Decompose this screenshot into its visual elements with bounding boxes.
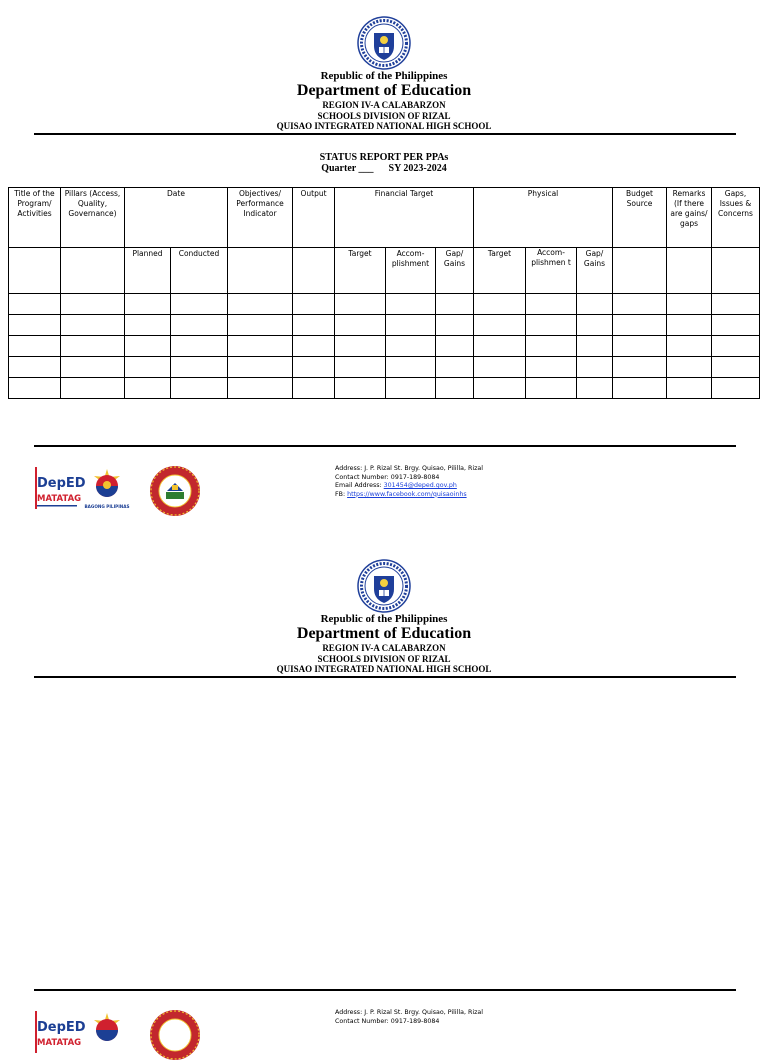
table-cell[interactable] [61,336,125,357]
table-cell[interactable] [712,315,760,336]
fb-line [335,491,483,500]
table-cell[interactable] [474,294,526,315]
matatag-logo-text: MATATAG [37,1038,82,1048]
table-cell[interactable] [171,357,228,378]
fin-accomplishment-header: Accom- plishment [386,248,436,294]
table-cell[interactable] [712,294,760,315]
table-cell[interactable] [577,357,613,378]
contact-info [335,1009,483,1026]
header-row [9,188,760,248]
table-cell[interactable] [125,315,171,336]
table-cell[interactable] [577,315,613,336]
table-cell[interactable] [436,336,474,357]
table-cell[interactable] [228,294,293,315]
division-line: SCHOOLS DIVISION OF RIZAL [317,110,451,121]
col-output-header: Output [293,188,335,248]
table-cell[interactable] [667,336,712,357]
cell [9,248,61,294]
cell [228,248,293,294]
table-cell[interactable] [474,357,526,378]
table-cell[interactable] [386,315,436,336]
table-cell[interactable] [712,378,760,399]
table-cell[interactable] [436,294,474,315]
table-cell[interactable] [526,378,577,399]
table-cell[interactable] [171,336,228,357]
table-cell[interactable] [667,315,712,336]
fin-gap-header: Gap/ Gains [436,248,474,294]
division-line: SCHOOLS DIVISION OF RIZAL [317,653,451,664]
address-line: Address: J. P. Rizal St. Brgy. Quisao, Pililla, Rizal [335,465,484,472]
school-seal-icon [149,465,201,517]
table-cell[interactable] [335,357,386,378]
table-cell[interactable] [613,294,667,315]
footer-rule [34,445,736,447]
fb-link[interactable]: https://www.facebook.com/quisaoinhs [347,490,467,498]
table-cell[interactable] [526,357,577,378]
office-lines [0,100,768,132]
contact-number-line: Contact Number: 0917-189-8084 [335,1017,440,1025]
table-cell[interactable] [228,378,293,399]
table-cell[interactable] [293,357,335,378]
table-cell[interactable] [436,315,474,336]
table-cell[interactable] [9,378,61,399]
status-report-table [8,187,760,399]
table-cell[interactable] [613,315,667,336]
table-cell[interactable] [577,378,613,399]
table-cell[interactable] [61,378,125,399]
table-cell[interactable] [293,336,335,357]
address-line: Address: J. P. Rizal St. Brgy. Quisao, Pililla, Rizal [335,1009,484,1016]
email-label: Email Address: [335,482,384,490]
table-cell[interactable] [61,357,125,378]
table-cell[interactable] [386,357,436,378]
col-budget-header: Budget Source [613,188,667,248]
bagong-pilipinas-logo-icon [86,1009,128,1055]
table-cell[interactable] [667,357,712,378]
table-cell[interactable] [335,294,386,315]
col-title-header: Title of the Program/ Activities [9,188,61,248]
table-cell[interactable] [474,378,526,399]
cell [293,248,335,294]
deped-seal-icon [357,559,411,613]
table-cell[interactable] [335,378,386,399]
table-cell[interactable] [9,294,61,315]
cell [712,248,760,294]
table-row [9,336,760,357]
cell [613,248,667,294]
footer-rule [34,989,736,991]
table-cell[interactable] [577,336,613,357]
subheader-row [9,248,760,294]
table-cell[interactable] [613,336,667,357]
email-line [335,482,483,491]
table-cell[interactable] [9,336,61,357]
planned-header: Planned [125,248,171,294]
table-cell[interactable] [9,357,61,378]
table-cell[interactable] [335,315,386,336]
col-pillars-header: Pillars (Access, Quality, Governance) [61,188,125,248]
table-cell[interactable] [293,315,335,336]
table-cell[interactable] [171,378,228,399]
table-cell[interactable] [171,294,228,315]
bagong-pilipinas-logo-icon [86,465,128,511]
deped-logo-text: DepED [37,1020,86,1035]
table-cell[interactable] [171,315,228,336]
col-date-header: Date [125,188,228,248]
table-cell[interactable] [9,315,61,336]
table-cell[interactable] [712,336,760,357]
department-heading: Department of Education [296,82,472,99]
deped-seal-icon [357,16,411,70]
deped-logo-text: DepED [37,476,86,491]
deped-matatag-logo-icon [34,1009,86,1055]
phy-gap-header: Gap/ Gains [577,248,613,294]
table-cell[interactable] [526,294,577,315]
col-gaps-header: Gaps, Issues & Concerns [712,188,760,248]
phy-accomplishment-header: Accom- plishmen t [526,248,577,294]
table-cell[interactable] [386,294,436,315]
table-cell[interactable] [436,357,474,378]
table-cell[interactable] [526,336,577,357]
table-cell[interactable] [386,378,436,399]
col-objectives-header: Objectives/ Performance Indicator [228,188,293,248]
phy-target-header: Target [474,248,526,294]
table-cell[interactable] [125,357,171,378]
table-cell[interactable] [613,378,667,399]
table-cell[interactable] [436,378,474,399]
table-cell[interactable] [125,378,171,399]
header-rule [34,133,736,135]
republic-heading: Republic of the Philippines [320,70,448,82]
region-line: REGION IV-A CALABARZON [322,643,446,653]
report-title: STATUS REPORT PER PPAs [319,152,449,163]
table-row [9,378,760,399]
table-cell[interactable] [228,315,293,336]
republic-heading: Republic of the Philippines [320,613,448,625]
header-rule [34,676,736,678]
conducted-header: Conducted [171,248,228,294]
table-cell[interactable] [335,336,386,357]
table-cell[interactable] [613,357,667,378]
empty-rows [9,294,760,399]
fb-label: FB: [335,490,348,498]
contact-info [335,465,483,499]
col-physical-header: Physical [474,188,613,248]
quarter-line: Quarter ___ SY 2023-2024 [321,163,447,174]
cell [667,248,712,294]
table-cell[interactable] [125,294,171,315]
office-lines [0,643,768,675]
table-cell[interactable] [386,336,436,357]
table-cell[interactable] [293,294,335,315]
deped-matatag-logo-icon [34,465,86,511]
table-cell[interactable] [526,315,577,336]
cell [61,248,125,294]
table-cell[interactable] [667,294,712,315]
region-line: REGION IV-A CALABARZON [322,100,446,110]
table-cell[interactable] [667,378,712,399]
report-title-block [0,152,768,174]
table-cell[interactable] [228,336,293,357]
school-seal-icon [149,1009,201,1061]
table-cell[interactable] [228,357,293,378]
table-cell[interactable] [61,294,125,315]
matatag-logo-text: MATATAG [37,494,82,504]
fin-target-header: Target [335,248,386,294]
table-cell[interactable] [125,336,171,357]
col-remarks-header: Remarks (If there are gains/ gaps [667,188,712,248]
table-cell[interactable] [474,336,526,357]
email-link[interactable]: 301454@deped.gov.ph [383,482,457,490]
table-cell[interactable] [474,315,526,336]
table-cell[interactable] [293,378,335,399]
school-line: QUISAO INTEGRATED NATIONAL HIGH SCHOOL [276,664,492,674]
table-cell[interactable] [577,294,613,315]
bagong-pilipinas-text: BAGONG PILIPINAS [84,504,130,509]
table-row [9,357,760,378]
school-line: QUISAO INTEGRATED NATIONAL HIGH SCHOOL [276,121,492,131]
table-cell[interactable] [712,357,760,378]
table-row [9,294,760,315]
table-cell[interactable] [61,315,125,336]
department-heading: Department of Education [296,625,472,642]
table-row [9,315,760,336]
contact-number-line: Contact Number: 0917-189-8084 [335,473,440,481]
col-financial-header: Financial Target [335,188,474,248]
